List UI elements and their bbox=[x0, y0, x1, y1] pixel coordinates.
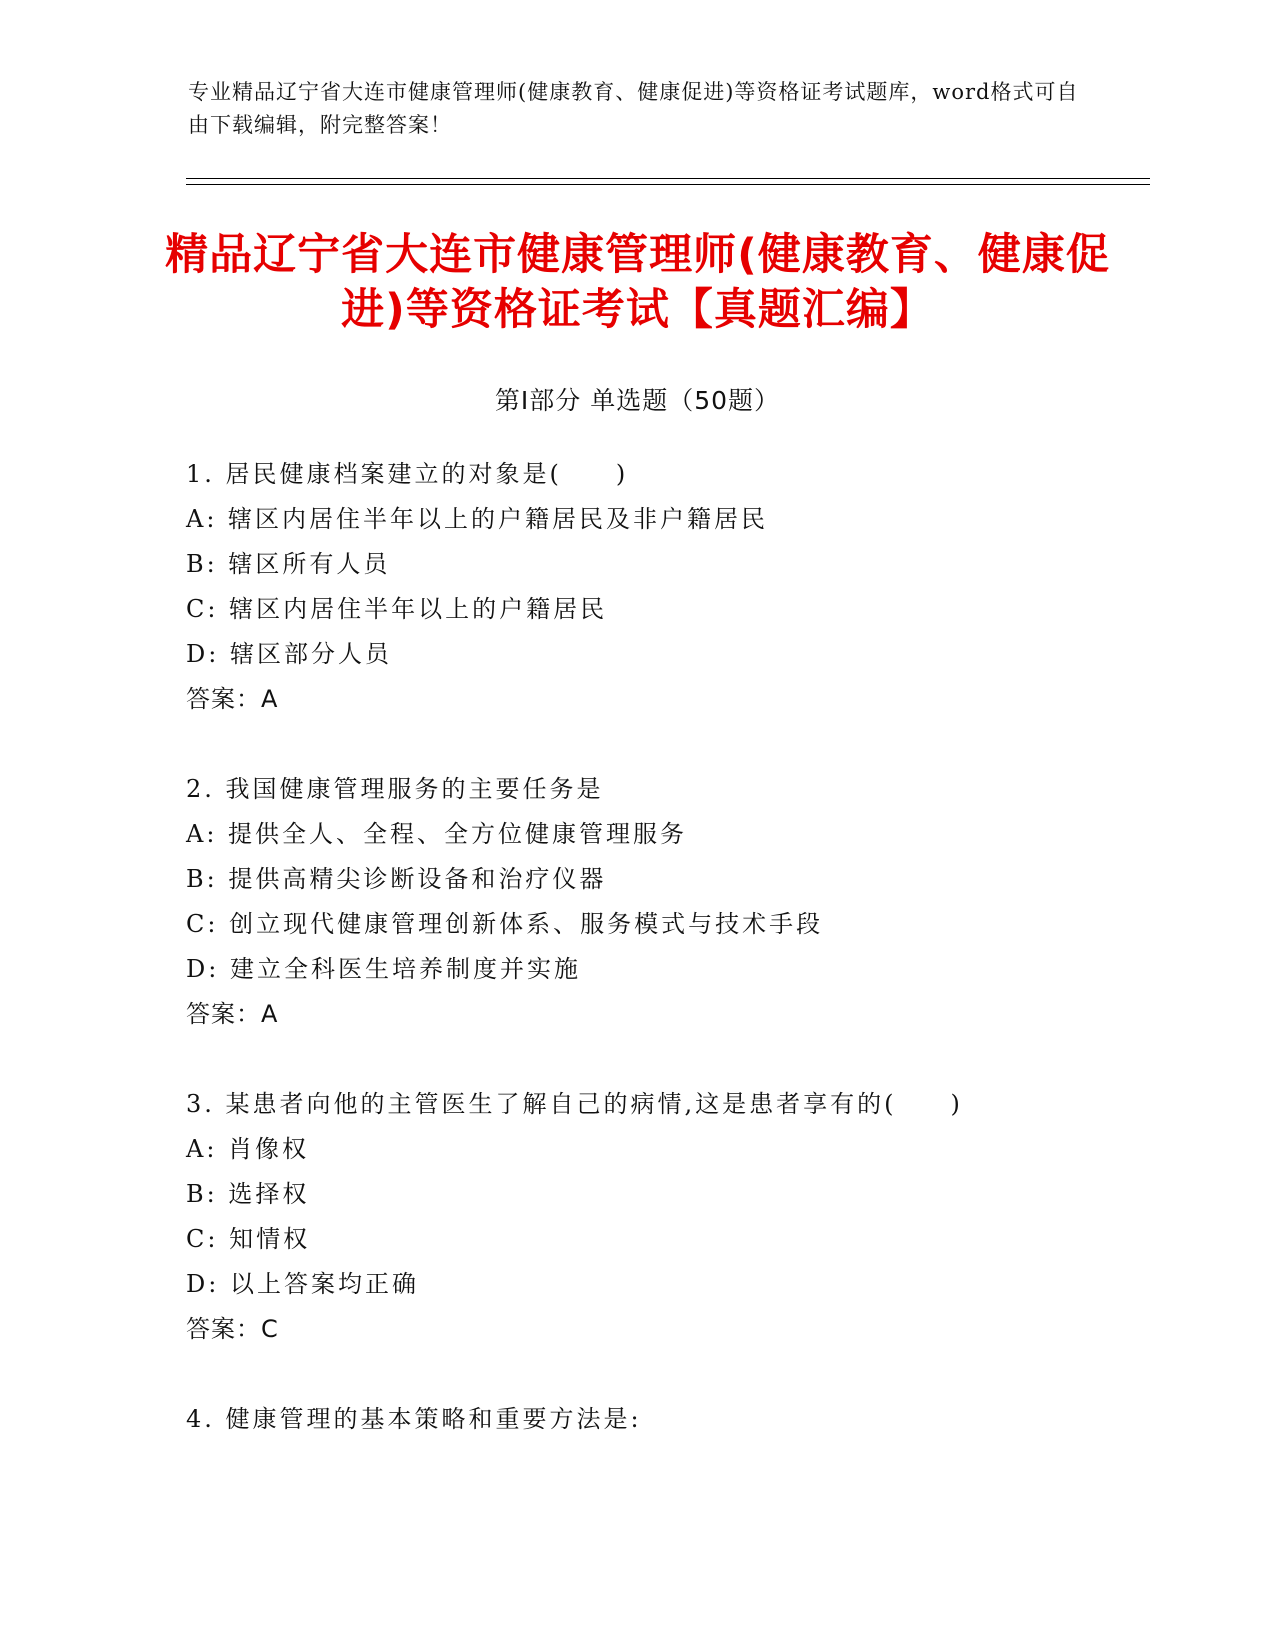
option-d: D: 建立全科医生培养制度并实施 bbox=[186, 955, 581, 983]
question-stem: 1. 居民健康档案建立的对象是( ) bbox=[186, 460, 629, 488]
question-stem: 4. 健康管理的基本策略和重要方法是: bbox=[186, 1405, 642, 1433]
question-block bbox=[186, 767, 1146, 1037]
header-note: 专业精品辽宁省大连市健康管理师(健康教育、健康促进)等资格证考试题库，word格式可自由下载编辑，附完整答案！ bbox=[188, 80, 1079, 137]
option-d: D: 以上答案均正确 bbox=[186, 1270, 419, 1298]
option-c: C: 创立现代健康管理创新体系、服务模式与技术手段 bbox=[186, 910, 824, 938]
option-a: A: 辖区内居住半年以上的户籍居民及非户籍居民 bbox=[186, 505, 769, 533]
option-c: C: 辖区内居住半年以上的户籍居民 bbox=[186, 595, 608, 623]
document-title: 精品辽宁省大连市健康管理师(健康教育、健康促进)等资格证考试【真题汇编】 bbox=[165, 230, 1110, 335]
option-a: A: 提供全人、全程、全方位健康管理服务 bbox=[186, 820, 688, 848]
header-rule-top bbox=[186, 178, 1150, 179]
answer-line: 答案：C bbox=[186, 1315, 279, 1343]
question-block bbox=[186, 1082, 1146, 1352]
question-stem: 2. 我国健康管理服务的主要任务是 bbox=[186, 775, 604, 803]
option-b: B: 辖区所有人员 bbox=[186, 550, 391, 578]
answer-line: 答案：A bbox=[186, 685, 279, 713]
option-a: A: 肖像权 bbox=[186, 1135, 310, 1163]
option-b: B: 选择权 bbox=[186, 1180, 310, 1208]
option-c: C: 知情权 bbox=[186, 1225, 311, 1253]
answer-line: 答案：A bbox=[186, 1000, 279, 1028]
section-title: 第Ⅰ部分 单选题（50题） bbox=[494, 386, 781, 415]
question-block bbox=[186, 452, 1146, 722]
option-d: D: 辖区部分人员 bbox=[186, 640, 392, 668]
option-b: B: 提供高精尖诊断设备和治疗仪器 bbox=[186, 865, 607, 893]
question-block bbox=[186, 1397, 1146, 1442]
question-stem: 3. 某患者向他的主管医生了解自己的病情,这是患者享有的( ) bbox=[186, 1090, 963, 1118]
header-rule-bottom bbox=[186, 184, 1150, 185]
